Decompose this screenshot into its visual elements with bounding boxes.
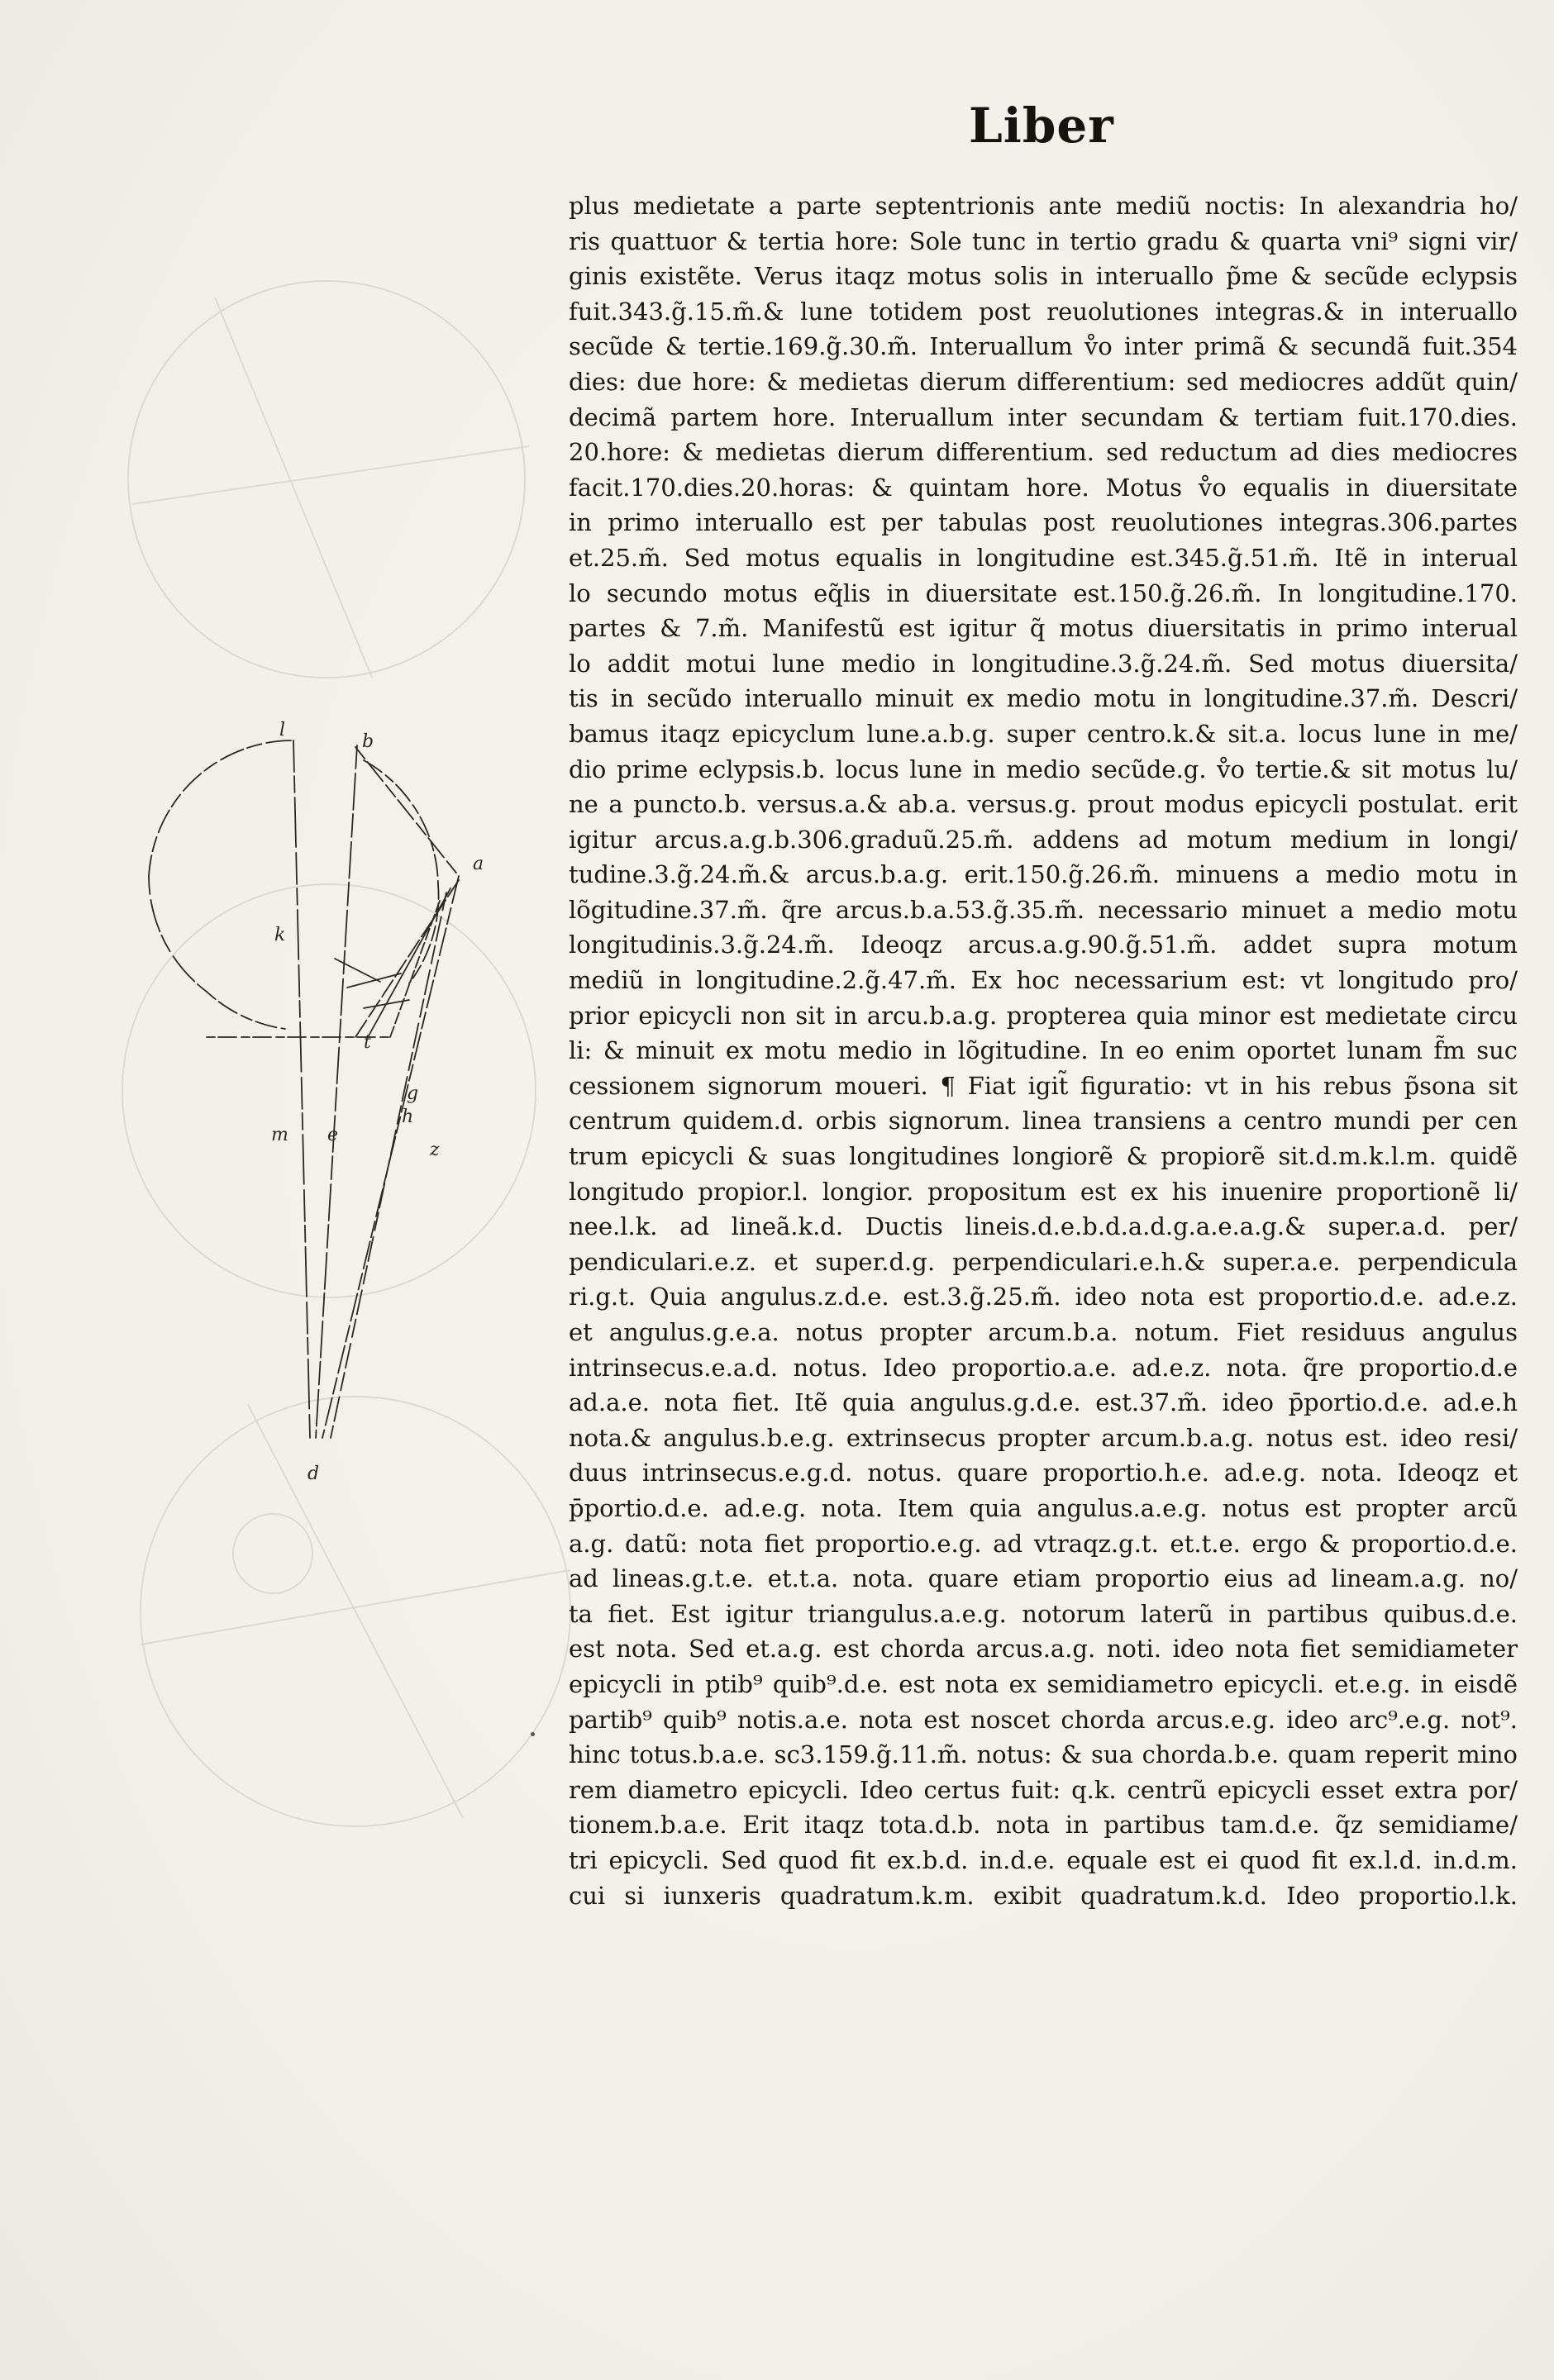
text-line: mediũ in longitudine.2.g̃.47.m̃. Ex hoc necessarium est: vt longitudo pro/: [569, 966, 1518, 995]
text-line: longitudinis.3.g̃.24.m̃. Ideoqz arcus.a.g.90.g̃.51.m̃. addet supra motum: [569, 931, 1518, 959]
text-line: dio prime eclypsis.b. locus lune in medio secũde.g. v̊o tertie.& sit motus lu/: [569, 754, 1518, 783]
line-b-a: [355, 747, 459, 876]
text-line: tudine.3.g̃.24.m̃.& arcus.b.a.g. erit.150.g̃.26.m̃. minuens a medio motu in: [569, 860, 1518, 889]
text-line: a.g. datũ: nota fiet proportio.e.g. ad vtraqz.g.t. et.t.e. ergo & proportio.d.e.: [569, 1529, 1518, 1558]
text-line: tis in secũdo interuallo minuit ex medio motu in longitudine.37.m̃. Descri/: [569, 684, 1518, 713]
text-line: rem diametro epicycli. Ideo certus fuit: q.k. centrũ epicycli esset extra por/: [569, 1775, 1518, 1804]
text-line: dies: due hore: & medietas dierum differentium: sed mediocres addũt quin/: [569, 367, 1518, 396]
text-line: bamus itaqz epicyclum lune.a.b.g. super centro.k.& sit.a. locus lune in me/: [569, 719, 1518, 748]
text-line: hinc totus.b.a.e. sc3.159.g̃.11.m̃. notus: & sua chorda.b.e. quam reperit mino: [569, 1740, 1518, 1769]
text-line: tionem.b.a.e. Erit itaqz tota.d.b. nota in partibus tam.d.e. q̃z semidiame/: [569, 1811, 1518, 1840]
ink-speck: [531, 1732, 535, 1736]
text-line: tri epicycli. Sed quod fit ex.b.d. in.d.e. equale est ei quod fit ex.l.d. in.d.m.: [569, 1845, 1518, 1874]
main-text-block: [569, 188, 1518, 1913]
text-line: est nota. Sed et.a.g. est chorda arcus.a.g. noti. ideo nota fiet semidiameter: [569, 1635, 1518, 1664]
label-l: l: [279, 720, 286, 740]
label-g: g: [407, 1083, 419, 1104]
text-line: igitur arcus.a.g.b.306.graduũ.25.m̃. addens ad motum medium in longi/: [569, 825, 1518, 854]
line-b-d: [316, 745, 357, 1438]
running-head: Liber: [969, 98, 1114, 154]
text-line: secũde & tertie.169.g̃.30.m̃. Interuallum v̊o inter primã & secundã fuit.354: [569, 332, 1518, 361]
text-line: p̄portio.d.e. ad.e.g. nota. Item quia angulus.a.e.g. notus est propter arcũ: [569, 1493, 1518, 1522]
label-d: d: [307, 1464, 320, 1484]
text-line: decimã partem hore. Interuallum inter secundam & tertiam fuit.170.dies.: [569, 402, 1518, 431]
text-line: li: & minuit ex motu medio in lõgitudine. In eo enim oportet lunam f̃m suc: [569, 1036, 1518, 1065]
text-line: 20.hore: & medietas dierum differentium. sed reductum ad dies mediocres: [569, 438, 1518, 467]
label-z: z: [430, 1140, 440, 1160]
label-m: m: [271, 1125, 288, 1145]
epicycle-diagram: [83, 711, 512, 1521]
text-line: nota.& angulus.b.e.g. extrinsecus propter arcum.b.a.g. notus est. ideo resi/: [569, 1423, 1518, 1452]
text-line: ri.g.t. Quia angulus.z.d.e. est.3.g̃.25.m̃. ideo nota est proportio.d.e. ad.e.z.: [569, 1283, 1518, 1311]
text-line: centrum quidem.d. orbis signorum. linea transiens a centro mundi per cen: [569, 1107, 1518, 1135]
text-line: cui si iunxeris quadratum.k.m. exibit quadratum.k.d. Ideo proportio.l.k.: [569, 1881, 1518, 1910]
text-line: intrinsecus.e.a.d. notus. Ideo proportio.a.e. ad.e.z. nota. q̃re proportio.d.e: [569, 1353, 1518, 1382]
epicycle-circle: [149, 740, 291, 876]
text-line: epicycli in ptib⁹ quib⁹.d.e. est nota ex semidiametro epicycli. et.e.g. in eisdẽ: [569, 1669, 1518, 1698]
text-line: partib⁹ quib⁹ notis.a.e. nota est noscet chorda arcus.e.g. ideo arc⁹.e.g. not⁹.: [569, 1705, 1518, 1734]
text-line: cessionem signorum moueri. ¶ Fiat igit̃ figuratio: vt in his rebus p̃sona sit: [569, 1071, 1518, 1100]
text-line: pendiculari.e.z. et super.d.g. perpendiculari.e.h.& super.a.e. perpendicula: [569, 1247, 1518, 1276]
label-t: t: [364, 1032, 371, 1053]
text-line: nee.l.k. ad lineã.k.d. Ductis lineis.d.e.b.d.a.d.g.a.e.a.g.& super.a.d. per/: [569, 1212, 1518, 1241]
text-line: lo addit motui lune medio in longitudine.3.g̃.24.m̃. Sed motus diuersita/: [569, 649, 1518, 678]
text-line: ad.a.e. nota fiet. Itẽ quia angulus.g.d.e. est.37.m̃. ideo p̄portio.d.e. ad.e.h: [569, 1388, 1518, 1417]
text-line: ginis existẽte. Verus itaqz motus solis in interuallo p̃me & secũde eclypsis: [569, 262, 1518, 291]
text-line: longitudo propior.l. longior. propositum est ex his inuenire proportionẽ li/: [569, 1177, 1518, 1206]
label-h: h: [402, 1107, 414, 1127]
text-line: ne a puncto.b. versus.a.& ab.a. versus.g. prout modus epicycli postulat. erit: [569, 790, 1518, 819]
label-b: b: [362, 731, 374, 752]
line-a-e: [355, 880, 459, 1037]
text-line: plus medietate a parte septentrionis ante mediũ noctis: In alexandria ho/: [569, 192, 1518, 220]
text-line: trum epicycli & suas longitudines longiorẽ & propiorẽ sit.d.m.k.l.m. quidẽ: [569, 1142, 1518, 1171]
text-line: prior epicycli non sit in arcu.b.a.g. propterea quia minor est medietate circu: [569, 1001, 1518, 1030]
text-line: facit.170.dies.20.horas: & quintam hore. Motus v̊o equalis in diuersitate: [569, 473, 1518, 502]
text-line: in primo interuallo est per tabulas post reuolutiones integras.306.partes: [569, 508, 1518, 537]
text-line: partes & 7.m̃. Manifestũ est igitur q̃ motus diuersitatis in primo interual: [569, 614, 1518, 643]
text-line: duus intrinsecus.e.g.d. notus. quare proportio.h.e. ad.e.g. nota. Ideoqz et: [569, 1459, 1518, 1488]
text-line: lo secundo motus eq̃lis in diuersitate est.150.g̃.26.m̃. In longitudine.170.: [569, 578, 1518, 607]
text-line: ris quattuor & tertia hore: Sole tunc in tertio gradu & quarta vni⁹ signi vir/: [569, 226, 1518, 255]
text-line: et.25.m̃. Sed motus equalis in longitudine est.345.g̃.51.m̃. Itẽ in interual: [569, 543, 1518, 572]
text-line: lõgitudine.37.m̃. q̃re arcus.b.a.53.g̃.35.m̃. necessario minuet a medio motu: [569, 895, 1518, 924]
text-line: ta fiet. Est igitur triangulus.a.e.g. notorum laterũ in partibus quibus.d.e.: [569, 1599, 1518, 1628]
text-line: et angulus.g.e.a. notus propter arcum.b.a. notum. Fiet residuus angulus: [569, 1318, 1518, 1346]
line-l-d: [293, 740, 310, 1438]
label-a: a: [473, 854, 484, 874]
label-k: k: [274, 925, 286, 945]
text-line: ad lineas.g.t.e. et.t.a. nota. quare etiam proportio eius ad lineam.a.g. no/: [569, 1564, 1518, 1593]
label-e: e: [327, 1125, 339, 1145]
text-line: fuit.343.g̃.15.m̃.& lune totidem post reuolutiones integras.& in interuallo: [569, 297, 1518, 326]
